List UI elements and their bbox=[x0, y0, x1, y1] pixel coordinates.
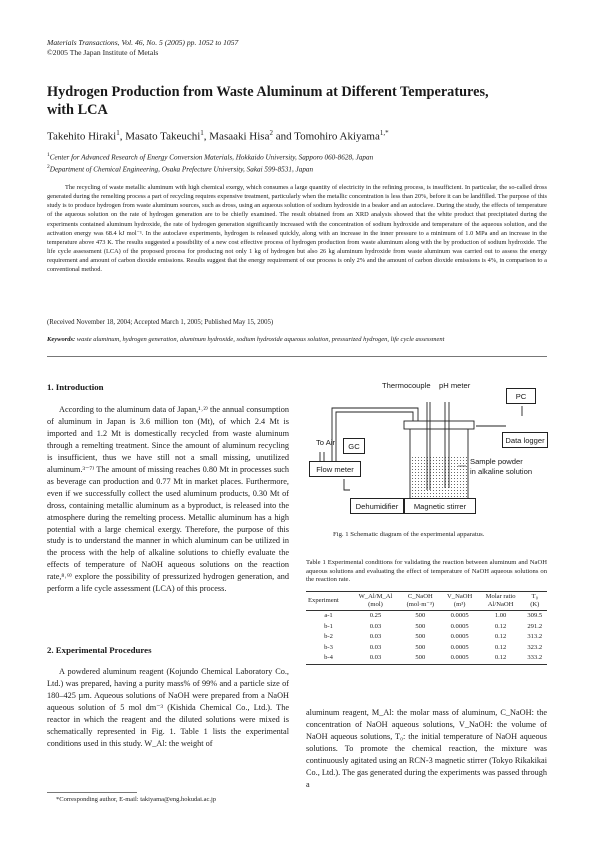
table-cell: 500 bbox=[415, 633, 426, 640]
article-title bbox=[47, 83, 547, 119]
author-name: Takehito Hiraki bbox=[47, 130, 117, 143]
author-separator: , bbox=[203, 130, 210, 143]
table-cell: 0.12 bbox=[494, 633, 507, 640]
journal-header bbox=[47, 38, 238, 58]
column-header: C_NaOH (mol·m⁻³) bbox=[400, 592, 441, 611]
table-cell: 0.03 bbox=[369, 643, 382, 651]
affiliation-text: Center for Advanced Research of Energy Conversion Materials, Hokkaido University, Sapporo 060-8628, Japan bbox=[49, 153, 374, 162]
affiliations bbox=[47, 150, 373, 175]
table-cell: 0.03 bbox=[369, 622, 382, 630]
keywords bbox=[47, 335, 547, 344]
table-cell: 0.0005 bbox=[450, 622, 469, 630]
table-cell: 0.03 bbox=[351, 653, 400, 664]
experimental-conditions-table bbox=[306, 591, 547, 665]
keywords-label: Keywords: bbox=[47, 336, 76, 343]
table-cell: 309.5 bbox=[527, 612, 543, 619]
author-affil-mark: 1,* bbox=[379, 129, 389, 137]
column-header: T₀ (K) bbox=[523, 592, 547, 611]
author-affil-mark: 1 bbox=[200, 129, 204, 137]
column-header: V_NaOH (m³) bbox=[441, 592, 479, 611]
affiliation-line bbox=[47, 150, 373, 162]
author-list bbox=[47, 126, 389, 144]
flow-meter-label: Flow meter bbox=[316, 464, 354, 474]
corresponding-author-footnote: *Corresponding author, E-mail: takiyama@eng.hokudai.ac.jp bbox=[56, 796, 217, 803]
author-affil-mark: 1 bbox=[116, 129, 120, 137]
affiliation-text: Department of Chemical Engineering, Osaka Prefecture University, Sakai 599-8531, Japan bbox=[49, 165, 314, 174]
table-cell: b-4 bbox=[306, 653, 351, 664]
table-header-row bbox=[306, 592, 547, 611]
title-line-2: with LCA bbox=[47, 102, 108, 118]
table-cell: 0.12 bbox=[494, 643, 507, 651]
keywords-list: waste aluminum, hydrogen generation, aluminum hydroxide, sodium hydroxide aqueous solution, pressurized hydrogen, life cycle assessment bbox=[76, 336, 445, 343]
table-cell: 313.2 bbox=[527, 633, 543, 640]
table-1-caption: Table 1 Experimental conditions for validating the reaction between aluminum and NaOH aqueous solutions and evaluating the effect of temperature of NaOH aqueous solutions on the reaction rate. bbox=[306, 559, 547, 584]
experimental-heading: 2. Experimental Procedures bbox=[47, 645, 152, 655]
author-name: Masaaki Hisa bbox=[209, 130, 270, 143]
table-row bbox=[306, 611, 547, 622]
received-dates: (Received November 18, 2004; Accepted March 1, 2005; Published May 15, 2005) bbox=[47, 319, 274, 326]
author-separator: and bbox=[272, 130, 295, 143]
to-air-label: To Air bbox=[316, 438, 335, 447]
intro-heading: 1. Introduction bbox=[47, 382, 104, 392]
copyright-line: ©2005 The Japan Institute of Metals bbox=[47, 48, 159, 57]
table-cell: 500 bbox=[400, 653, 441, 664]
affiliation-line bbox=[47, 162, 373, 174]
experimental-body bbox=[47, 666, 289, 750]
table-cell: 0.0005 bbox=[450, 612, 469, 619]
reactor-lid bbox=[404, 421, 474, 429]
dehumidifier-label: Dehumidifier bbox=[355, 501, 399, 511]
flow-line bbox=[344, 479, 350, 490]
data-logger-label: Data logger bbox=[505, 435, 545, 445]
thermocouple-label: Thermocouple bbox=[382, 381, 431, 390]
table-cell: 500 bbox=[415, 612, 426, 619]
gc-label: GC bbox=[348, 441, 360, 451]
sample-label: Sample powder in alkaline solution bbox=[470, 457, 533, 476]
intro-paragraph: According to the aluminum data of Japan,¹˒²⁾ the annual consumption of aluminum in Japan is 3.6 million ton (Mt), of which 2.4 Mt is imported and 1.2 Mt is domestically recycled from waste aluminum through a remelting treatment. Since the amount of aluminum recycling is insufficient, thus we have still not a small missing, unutilized aluminum.³⁻⁷⁾ The amount of missing reaches 0.80 Mt in processes such as beverage can production and 0.77 Mt in market places. Furthermore, even if we successfully collect the used aluminum products, 0.30 Mt of dross, containing metallic aluminum as a byproduct, is released into the atmosphere during the remelting process. Metallic aluminum has a high potential with a large chemical exergy. Therefore, the purpose of this study is to understand the manner in which aluminum can be utilized in the process with the help of alkaline solutions to chiefly evaluate the effects of temperature of NaOH aqueous solutions on the reaction rate,⁸˒⁹⁾ explore the possibility of pressurized hydrogen generation, and perform a life cycle assessment (LCA) of this process. bbox=[47, 405, 289, 594]
right-column-body bbox=[306, 707, 547, 791]
table-cell: 1.00 bbox=[494, 612, 507, 619]
dehumidifier-box bbox=[350, 498, 404, 514]
table-cell: 0.0005 bbox=[450, 643, 469, 651]
experimental-paragraph: A powdered aluminum reagent (Kojundo Chemical Laboratory Co., Ltd.) was prepared, having a purity mass% of 99% and a particle size of 180–425 µm. Aqueous solutions of NaOH were prepared from a NaOH aqueous solution of 5 mol dm⁻³ (Kishida Chemical Co., Ltd.). The reactor in which the reagent and the diluted solutions were mixed is schematically represented in Fig. 1. Table 1 lists the experimental conditions used in this study. W_Al: the weight of bbox=[47, 667, 289, 748]
ph-meter-label: pH meter bbox=[439, 381, 471, 390]
flow-meter-box bbox=[309, 461, 361, 477]
author-affil-mark: 2 bbox=[269, 129, 273, 137]
table-row bbox=[306, 632, 547, 643]
author-name: Masato Takeuchi bbox=[125, 130, 201, 143]
magnetic-stirrer-box bbox=[404, 498, 476, 514]
table-cell: b-1 bbox=[324, 622, 333, 630]
column-header: Molar ratio Al/NaOH bbox=[479, 592, 523, 611]
affiliation-mark: 2 bbox=[47, 164, 50, 171]
table-cell: 0.12 bbox=[494, 622, 507, 630]
table-row bbox=[306, 622, 547, 633]
gc-box bbox=[343, 438, 365, 454]
table-cell: b-2 bbox=[324, 633, 333, 640]
table-cell: 0.0005 bbox=[450, 633, 469, 640]
table-cell: 0.25 bbox=[369, 612, 382, 619]
table-cell: 333.2 bbox=[523, 653, 547, 664]
right-column-paragraph: aluminum reagent, M_Al: the molar mass of aluminum, C_NaOH: the concentration of NaOH aqueous solutions, V_NaOH: the volume of NaOH aqueous solutions, T₀: the initial temperature of NaOH aqueous solutions. To promote the chemical reaction, the mixture was continuously agitated using an RCN-3 magnetic stirrer (Tokyo Rikakikai Co., Ltd.). The gas generated during the experiments was passed through a bbox=[306, 708, 547, 789]
table-row bbox=[306, 653, 547, 664]
table-cell: 0.12 bbox=[479, 653, 523, 664]
table-cell: 500 bbox=[415, 643, 426, 651]
author-separator: , bbox=[119, 130, 126, 143]
table-cell: 0.03 bbox=[369, 633, 382, 640]
table-cell: 500 bbox=[415, 622, 426, 630]
header-divider bbox=[47, 356, 547, 357]
title-line-1: Hydrogen Production from Waste Aluminum at Different Temperatures, bbox=[47, 84, 489, 100]
footnote-divider bbox=[47, 792, 137, 793]
pc-label: PC bbox=[515, 391, 527, 401]
table-cell: a-1 bbox=[324, 612, 333, 619]
abstract: The recycling of waste metallic aluminum with high chemical exergy, which consumes a large quantity of electricity in the refining process, is insufficient. In particular, the so-called dross generated during the remelting process a part of recycling requires expensive treatment, particularly when the metallic concentration is less than 20%, before it can be landfilled. The purpose of this study is to produce hydrogen from waste aluminum sources, such as dross, using an aqueous solution of sodium hydroxide in a beaker and an autoclave. During the study, the effects of temperature of the aqueous solution on the rate of hydrogen generation are to be chiefly examined. The result obtained from an XRD analysis showed that the white product that precipitated during the experiments contained aluminum hydroxide, the rate of hydrogen generation significantly increased with the concentration of sodium hydroxide and temperature of the aqueous solution, and the activation energy was 68.4 kJ mol⁻¹. In the autoclave experiments, hydrogen is released quickly, along with an increase in the inner pressure to a minimum of 1.0 MPa and an increase in the temperature above 473 K. The results suggested a possibility of a new cost effective process of hydrogen production from waste aluminum along with the by production of sodium hydroxide. The life cycle assessment (LCA) of the proposed process for producing not only 1 kg of hydrogen but also 26 kg aluminum hydroxide from waste aluminum was carried out to assess the energy requirement and amount of carbon dioxide emissions. Results suggest that the energy requirement of our process is only 2% and the amount of carbon dioxide emissions is 4%, in comparison to a conventional method. bbox=[47, 184, 547, 274]
journal-citation: Materials Transactions, Vol. 46, No. 5 (2005) pp. 1052 to 1057 bbox=[47, 38, 239, 47]
intro-body bbox=[47, 404, 289, 595]
alkaline-solution bbox=[411, 456, 467, 499]
column-header: Experiment bbox=[306, 592, 351, 611]
affiliation-mark: 1 bbox=[47, 152, 50, 158]
figure-1-schematic bbox=[306, 378, 547, 526]
table-cell: 0.0005 bbox=[441, 653, 479, 664]
gas-outlet-tube bbox=[332, 408, 418, 464]
table-cell: 323.2 bbox=[527, 643, 543, 651]
column-header: W_Al/M_Al (mol) bbox=[351, 592, 400, 611]
data-logger-box bbox=[502, 432, 548, 448]
magnetic-stirrer-label: Magnetic stirrer bbox=[413, 501, 467, 511]
pc-box bbox=[506, 388, 536, 404]
table-cell: 291.2 bbox=[527, 622, 543, 630]
figure-1-caption: Fig. 1 Schematic diagram of the experimental apparatus. bbox=[333, 531, 485, 538]
author-name: Tomohiro Akiyama bbox=[294, 130, 380, 143]
table-cell: b-3 bbox=[324, 643, 333, 651]
table-row bbox=[306, 643, 547, 654]
